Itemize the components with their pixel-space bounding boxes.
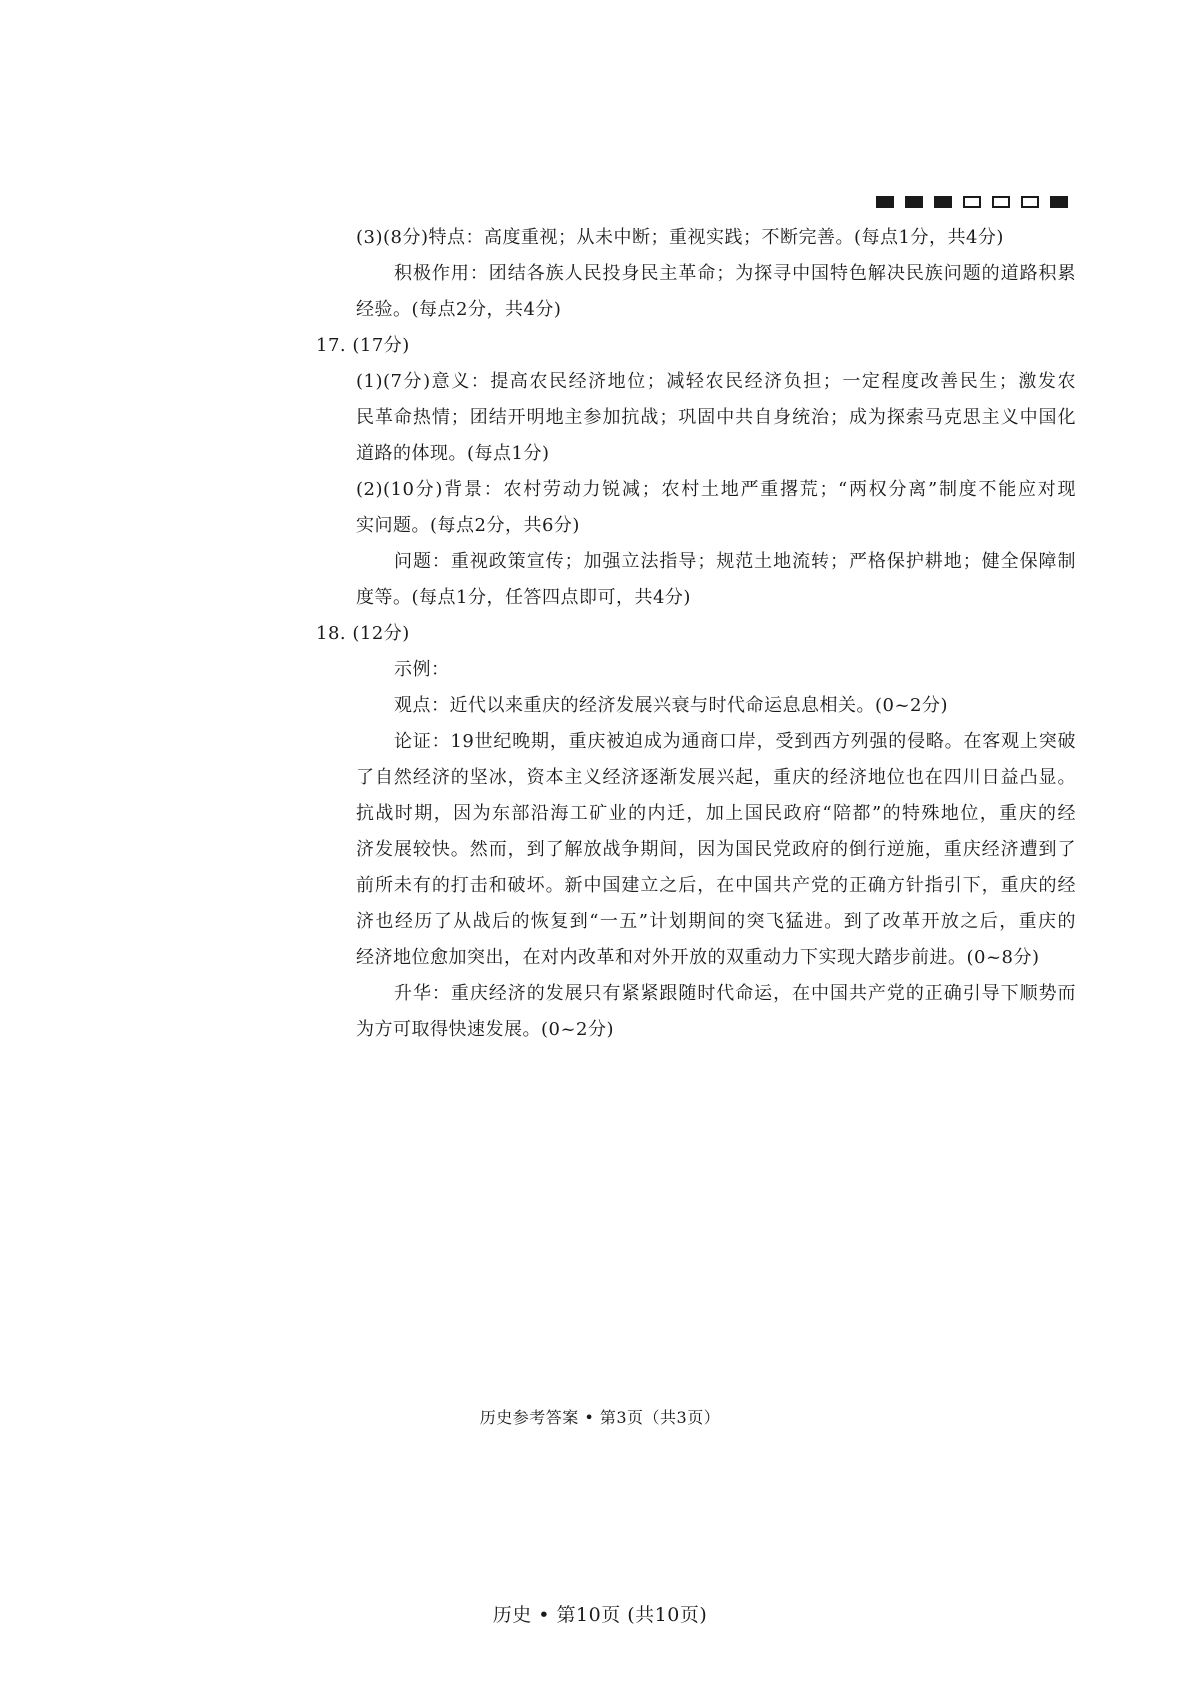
answer-line: 为方可取得快速发展。(0~2分) xyxy=(356,1019,615,1040)
page-marker-strip xyxy=(876,196,1068,208)
answer-line: 度等。(每点1分，任答四点即可，共4分) xyxy=(356,587,691,608)
answer-line: 经济地位愈加突出，在对内改革和对外开放的双重动力下实现大踏步前进。(0~8分) xyxy=(356,947,1040,968)
page-footer-inner: 历史参考答案 • 第3页（共3页） xyxy=(479,1408,721,1427)
answer-line: (3)(8分)特点：高度重视；从未中断；重视实践；不断完善。(每点1分，共4分) xyxy=(356,227,1004,248)
answer-line: 济也经历了从战后的恢复到“一五”计划期间的突飞猛进。到了改革开放之后，重庆的 xyxy=(356,911,1076,932)
answer-line: 了自然经济的坚冰，资本主义经济逐渐发展兴起，重庆的经济地位也在四川日益凸显。 xyxy=(356,767,1076,788)
question-number: 17. (17分) xyxy=(316,335,410,356)
answer-line: 民革命热情；团结开明地主参加抗战；巩固中共自身统治；成为探索马克思主义中国化 xyxy=(356,407,1076,428)
marker-square xyxy=(905,196,923,208)
answer-line: (1)(7分)意义：提高农民经济地位；减轻农民经济负担；一定程度改善民生；激发农 xyxy=(356,371,1076,392)
answer-line: 示例： xyxy=(394,659,450,680)
answer-line: 观点：近代以来重庆的经济发展兴衰与时代命运息息相关。(0~2分) xyxy=(394,695,949,716)
answer-line: 济发展较快。然而，到了解放战争期间，因为国民党政府的倒行逆施，重庆经济遭到了 xyxy=(356,839,1076,860)
marker-square xyxy=(876,196,894,208)
answer-line: 实问题。(每点2分，共6分) xyxy=(356,515,580,536)
marker-square xyxy=(1050,196,1068,208)
answer-line: 问题：重视政策宣传；加强立法指导；规范土地流转；严格保护耕地；健全保障制 xyxy=(394,551,1076,572)
answer-line: 积极作用：团结各族人民投身民主革命；为探寻中国特色解决民族问题的道路积累 xyxy=(394,263,1076,284)
marker-square xyxy=(992,196,1010,208)
answer-line: 道路的体现。(每点1分) xyxy=(356,443,550,464)
page-footer-outer: 历史 • 第10页 (共10页) xyxy=(492,1604,708,1626)
answer-line: 经验。(每点2分，共4分) xyxy=(356,299,562,320)
question-number: 18. (12分) xyxy=(316,623,410,644)
marker-square xyxy=(1021,196,1039,208)
answer-line: 前所未有的打击和破坏。新中国建立之后，在中国共产党的正确方针指引下，重庆的经 xyxy=(356,875,1076,896)
answer-line: 升华：重庆经济的发展只有紧紧跟随时代命运，在中国共产党的正确引导下顺势而 xyxy=(394,983,1076,1004)
answer-line: 论证：19世纪晚期，重庆被迫成为通商口岸，受到西方列强的侵略。在客观上突破 xyxy=(394,731,1076,752)
answer-line: 抗战时期，因为东部沿海工矿业的内迁，加上国民政府“陪都”的特殊地位，重庆的经 xyxy=(356,803,1076,824)
marker-square xyxy=(963,196,981,208)
answer-line: (2)(10分)背景：农村劳动力锐减；农村土地严重撂荒；“两权分离”制度不能应对现 xyxy=(356,479,1076,500)
marker-square xyxy=(934,196,952,208)
